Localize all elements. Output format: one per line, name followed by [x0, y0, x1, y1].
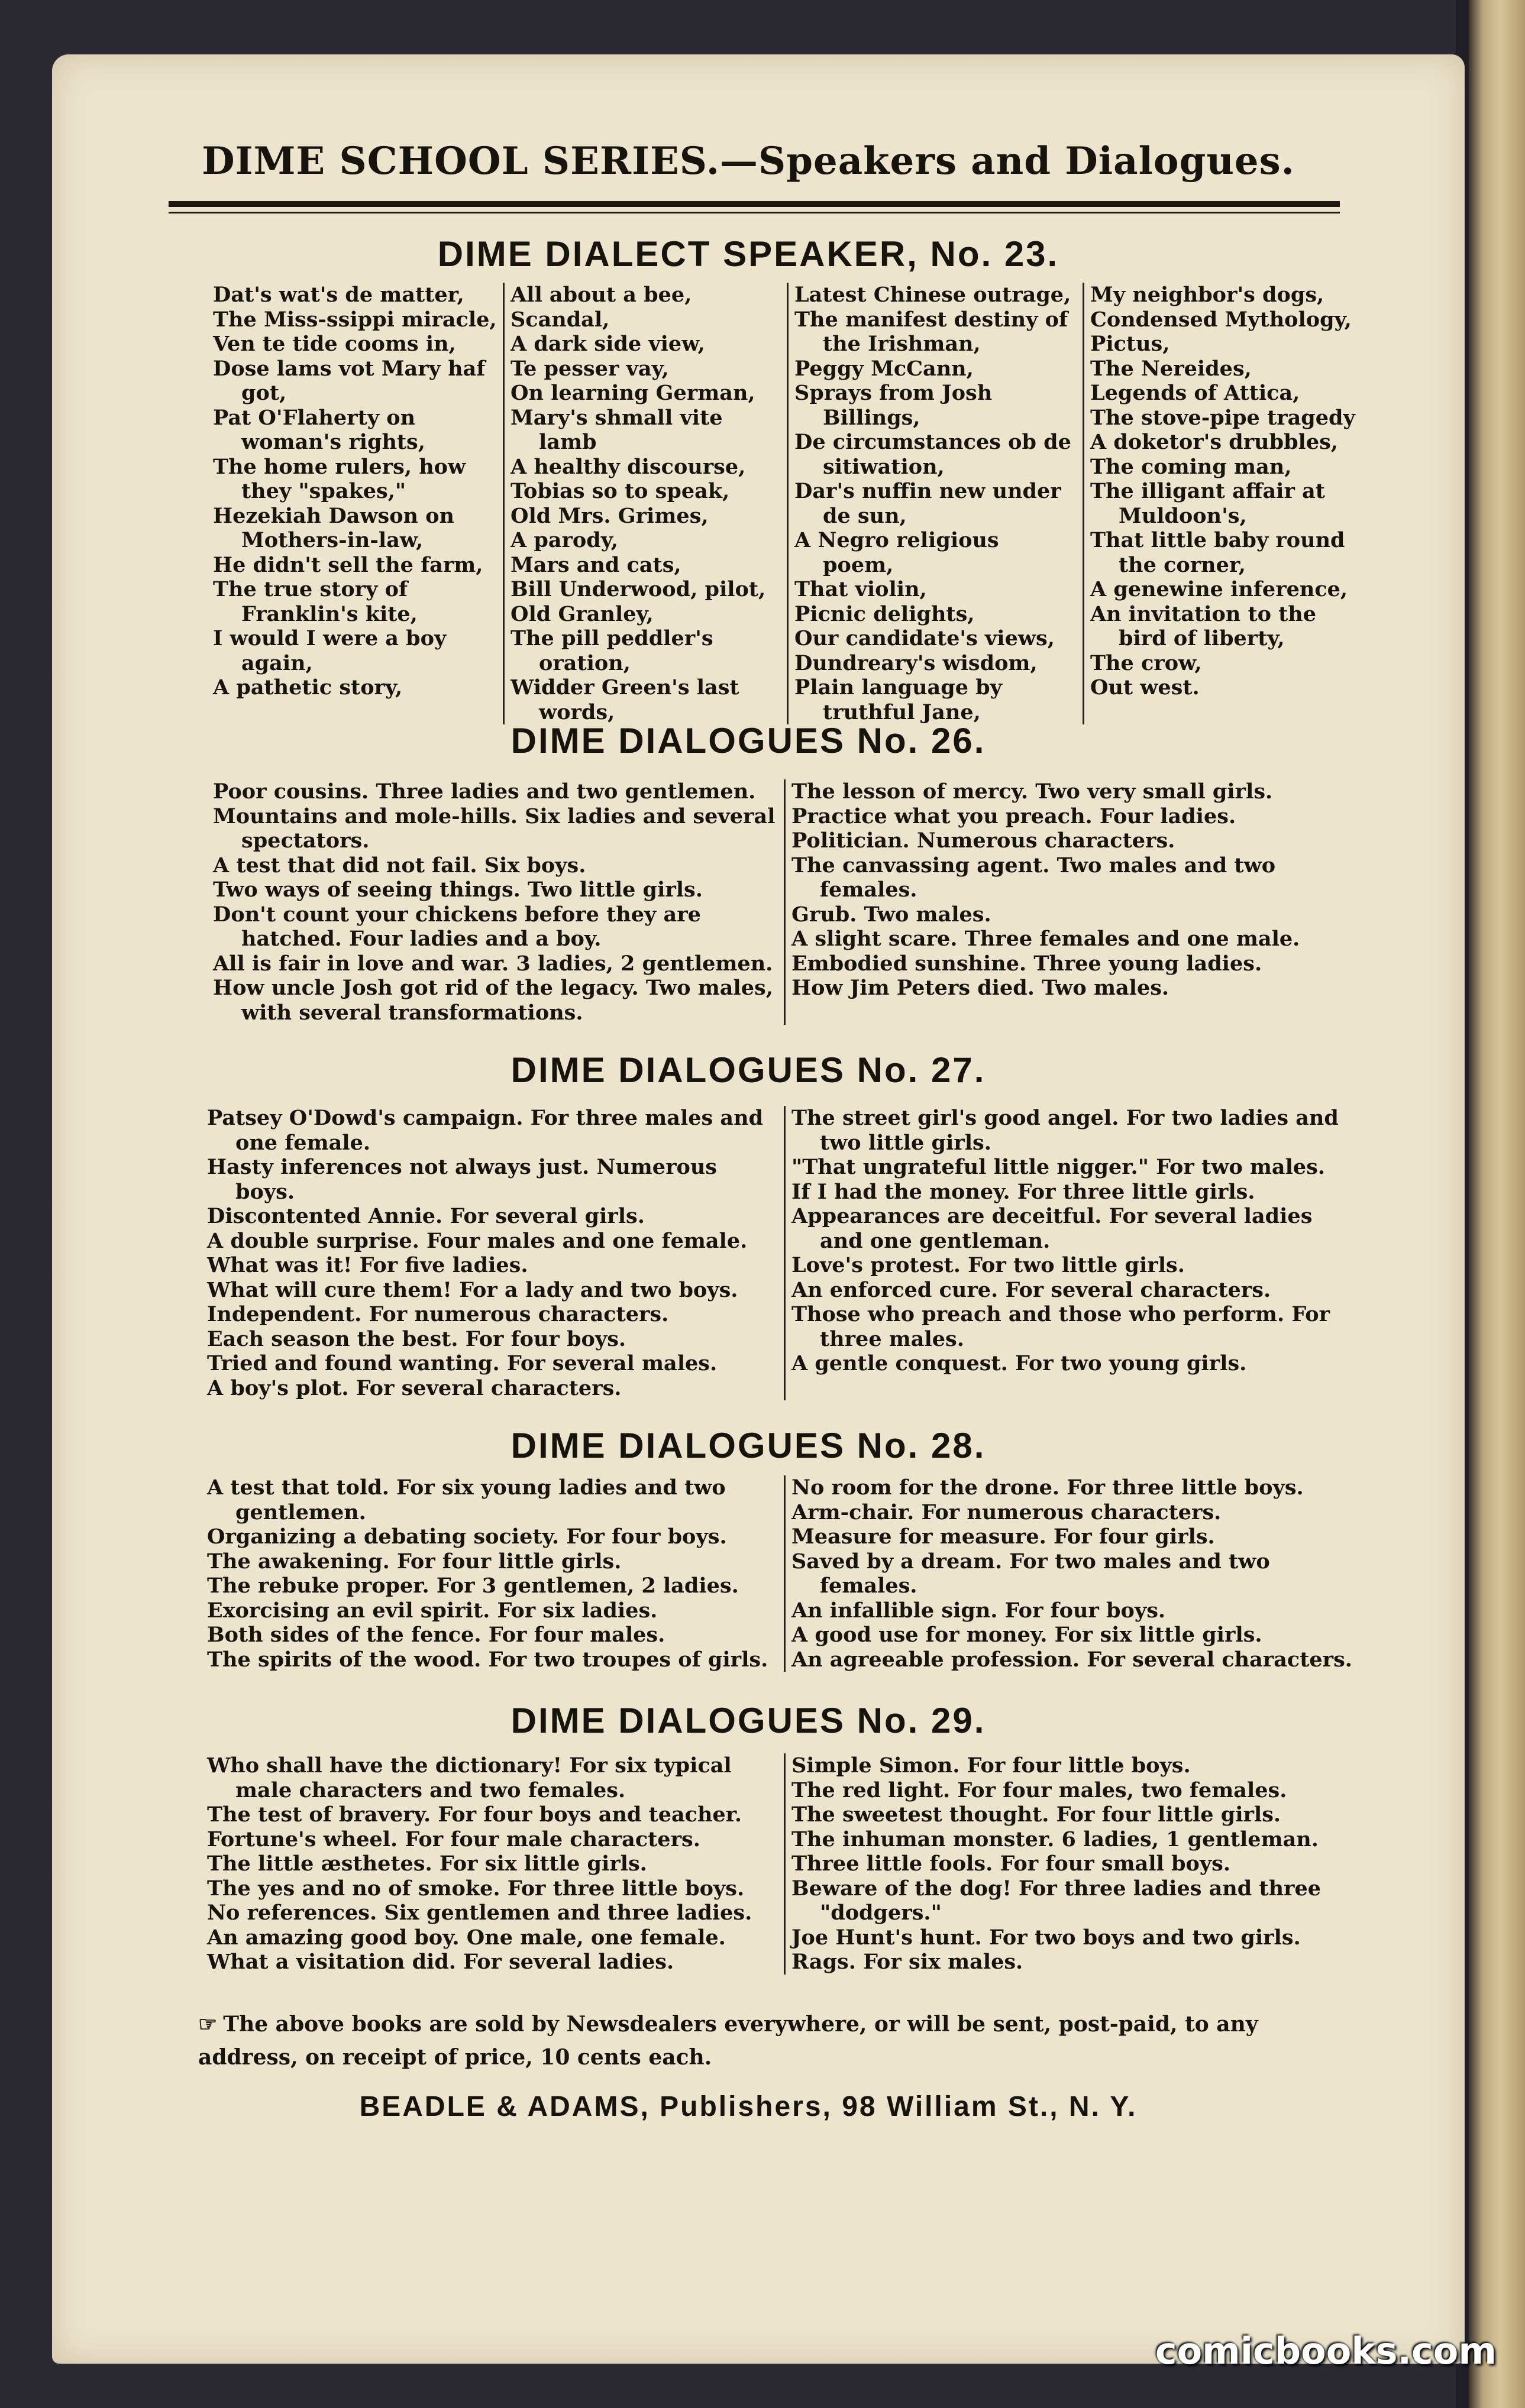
- list-item: An enforced cure. For several characters.: [791, 1277, 1271, 1302]
- list-item: My neighbor's dogs,: [1090, 283, 1324, 307]
- list-item: The sweetest thought. For four little girls.: [791, 1802, 1281, 1827]
- list-item: A parody,: [511, 528, 618, 552]
- list-item: Tried and found wanting. For several males.: [207, 1351, 718, 1375]
- dialogues-29-col-2: [784, 1753, 1366, 1975]
- list-item: The manifest destiny of the Irishman,: [794, 307, 1068, 356]
- list-item: He didn't sell the farm,: [213, 552, 483, 577]
- dialogues-27-col-2: [784, 1106, 1366, 1400]
- list-item: Latest Chinese outrage,: [794, 283, 1071, 307]
- list-item: Sprays from Josh Billings,: [794, 381, 993, 430]
- dialogues-26-col-1: [207, 779, 784, 1025]
- list-item: Dat's wat's de matter,: [213, 283, 464, 307]
- list-item: The Nereides,: [1090, 356, 1252, 381]
- list-item: Te pesser vay,: [511, 356, 669, 381]
- list-item: The pill peddler's oration,: [511, 626, 713, 675]
- dialogues-26-col-2: [784, 779, 1366, 1025]
- speaker-23-col-4: [1083, 283, 1366, 724]
- series-header: DIME SCHOOL SERIES.—Speakers and Dialogues.: [202, 139, 1295, 183]
- list-item: Fortune's wheel. For four male characters.: [207, 1827, 700, 1852]
- list-item: Condensed Mythology,: [1090, 307, 1352, 332]
- list-item: Politician. Numerous characters.: [791, 828, 1175, 853]
- section-title-dialogues-29: DIME DIALOGUES No. 29.: [511, 1701, 986, 1740]
- list-item: Independent. For numerous characters.: [207, 1302, 669, 1326]
- list-item: An invitation to the bird of liberty,: [1090, 601, 1317, 650]
- list-item: A doketor's drubbles,: [1090, 430, 1338, 454]
- list-item: The yes and no of smoke. For three little boys.: [207, 1876, 745, 1901]
- dialogues-28-columns: [201, 1475, 1366, 1672]
- list-item: The true story of Franklin's kite,: [213, 577, 418, 626]
- sales-notice: [198, 2008, 1358, 2074]
- list-item: The coming man,: [1090, 454, 1292, 479]
- list-item: I would I were a boy again,: [213, 626, 447, 675]
- list-item: A gentle conquest. For two young girls.: [791, 1351, 1247, 1375]
- list-item: How Jim Peters died. Two males.: [791, 976, 1169, 1000]
- speaker-23-columns: [207, 283, 1366, 724]
- list-item: Ven te tide cooms in,: [213, 332, 456, 356]
- speaker-23-col-1: [207, 283, 503, 724]
- list-item: Dose lams vot Mary haf got,: [213, 356, 486, 405]
- list-item: The little æsthetes. For six little girls.: [207, 1852, 647, 1876]
- list-item: The red light. For four males, two females.: [791, 1778, 1287, 1802]
- speaker-23-col-2: [503, 283, 787, 724]
- list-item: An infallible sign. For four boys.: [791, 1598, 1166, 1623]
- list-item: What a visitation did. For several ladies.: [207, 1950, 674, 1974]
- list-item: A healthy discourse,: [511, 454, 746, 479]
- header-rule: [169, 201, 1340, 207]
- dialogues-28-col-2: [784, 1475, 1366, 1672]
- list-item: Legends of Attica,: [1090, 381, 1300, 405]
- list-item: Bill Underwood, pilot,: [511, 577, 766, 601]
- list-item: A genewine inference,: [1090, 577, 1348, 601]
- list-item: An amazing good boy. One male, one female.: [207, 1925, 726, 1950]
- list-item: Saved by a dream. For two males and two females.: [791, 1549, 1270, 1598]
- section-title-dialogues-27: DIME DIALOGUES No. 27.: [511, 1050, 986, 1090]
- list-item: Those who preach and those who perform. For three males.: [791, 1302, 1330, 1351]
- list-item: Pat O'Flaherty on woman's rights,: [213, 405, 425, 454]
- list-item: A Negro religious poem,: [794, 528, 999, 577]
- list-item: The inhuman monster. 6 ladies, 1 gentleman.: [791, 1827, 1319, 1852]
- watermark: comicbooks.com: [1155, 2329, 1497, 2373]
- sales-notice-text: The above books are sold by Newsdealers everywhere, or will be sent, post-paid, to any address, on receipt of price, 10 cents each.: [198, 2012, 1258, 2070]
- list-item: Don't count your chickens before they are hatched. Four ladies and a boy.: [213, 902, 701, 951]
- list-item: Hezekiah Dawson on Mothers-in-law,: [213, 503, 454, 552]
- list-item: Exorcising an evil spirit. For six ladies.: [207, 1598, 658, 1623]
- list-item: A test that told. For six young ladies and two gentlemen.: [207, 1475, 726, 1525]
- list-item: De circumstances ob de sitiwation,: [794, 430, 1071, 479]
- list-item: The crow,: [1090, 650, 1202, 675]
- list-item: The stove-pipe tragedy: [1090, 405, 1355, 430]
- list-item: All is fair in love and war. 3 ladies, 2 gentlemen.: [213, 951, 773, 976]
- list-item: Picnic delights,: [794, 601, 975, 626]
- list-item: A dark side view,: [511, 332, 705, 356]
- list-item: Who shall have the dictionary! For six typical male characters and two females.: [207, 1753, 732, 1802]
- list-item: Love's protest. For two little girls.: [791, 1253, 1185, 1277]
- list-item: Appearances are deceitful. For several ladies and one gentleman.: [791, 1204, 1313, 1253]
- list-item: What will cure them! For a lady and two boys.: [207, 1277, 738, 1302]
- list-item: The canvassing agent. Two males and two females.: [791, 853, 1276, 902]
- list-item: The home rulers, how they "spakes,": [213, 454, 466, 503]
- list-item: Arm-chair. For numerous characters.: [791, 1500, 1222, 1525]
- list-item: Embodied sunshine. Three young ladies.: [791, 951, 1262, 976]
- list-item: Out west.: [1090, 675, 1200, 700]
- list-item: Plain language by truthful Jane,: [794, 675, 1002, 724]
- list-item: Hasty inferences not always just. Numerous boys.: [207, 1155, 718, 1204]
- list-item: Practice what you preach. Four ladies.: [791, 804, 1236, 828]
- publisher-line: BEADLE & ADAMS, Publishers, 98 William St., N. Y.: [359, 2091, 1138, 2122]
- list-item: Scandal,: [511, 307, 610, 332]
- list-item: A slight scare. Three females and one male.: [791, 927, 1300, 951]
- list-item: Peggy McCann,: [794, 356, 974, 381]
- list-item: A pathetic story,: [213, 675, 403, 700]
- list-item: Discontented Annie. For several girls.: [207, 1204, 645, 1228]
- pointing-hand-icon: ☞: [198, 2012, 218, 2037]
- list-item: Three little fools. For four small boys.: [791, 1852, 1231, 1876]
- list-item: Measure for measure. For four girls.: [791, 1525, 1215, 1549]
- list-item: No references. Six gentlemen and three ladies.: [207, 1901, 752, 1925]
- list-item: "That ungrateful little nigger." For two males.: [791, 1155, 1326, 1179]
- list-item: Pictus,: [1090, 332, 1170, 356]
- list-item: Widder Green's last words,: [511, 675, 739, 724]
- list-item: That violin,: [794, 577, 927, 601]
- list-item: On learning German,: [511, 381, 755, 405]
- header-rule-thin: [169, 212, 1340, 213]
- list-item: Mars and cats,: [511, 552, 681, 577]
- list-item: Dar's nuffin new under de sun,: [794, 479, 1061, 528]
- list-item: Mountains and mole-hills. Six ladies and several spectators.: [213, 804, 776, 853]
- list-item: What was it! For five ladies.: [207, 1253, 528, 1277]
- dialogues-27-col-1: [201, 1106, 784, 1400]
- list-item: Each season the best. For four boys.: [207, 1326, 626, 1351]
- list-item: Organizing a debating society. For four boys.: [207, 1525, 727, 1549]
- list-item: A good use for money. For six little girls.: [791, 1623, 1262, 1647]
- list-item: The awakening. For four little girls.: [207, 1549, 622, 1574]
- list-item: The test of bravery. For four boys and teacher.: [207, 1802, 742, 1827]
- list-item: The spirits of the wood. For two troupes of girls.: [207, 1647, 768, 1672]
- list-item: Rags. For six males.: [791, 1950, 1023, 1974]
- list-item: Mary's shmall vite lamb: [511, 405, 723, 454]
- dialogues-28-col-1: [201, 1475, 784, 1672]
- list-item: A double surprise. Four males and one female.: [207, 1228, 748, 1253]
- list-item: Both sides of the fence. For four males.: [207, 1623, 665, 1647]
- list-item: Tobias so to speak,: [511, 479, 730, 503]
- list-item: The illigant affair at Muldoon's,: [1090, 479, 1325, 528]
- dialogues-29-col-1: [201, 1753, 784, 1975]
- list-item: The Miss-ssippi miracle,: [213, 307, 497, 332]
- list-item: If I had the money. For three little girls.: [791, 1179, 1255, 1204]
- dialogues-27-columns: [201, 1106, 1366, 1400]
- speaker-23-col-3: [787, 283, 1083, 724]
- list-item: Old Mrs. Grimes,: [511, 503, 709, 528]
- list-item: An agreeable profession. For several characters.: [791, 1647, 1352, 1672]
- list-item: Beware of the dog! For three ladies and three "dodgers.": [791, 1876, 1321, 1925]
- section-title-speaker-23: DIME DIALECT SPEAKER, No. 23.: [437, 234, 1059, 274]
- list-item: A test that did not fail. Six boys.: [213, 853, 586, 878]
- dialogues-26-columns: [207, 779, 1366, 1025]
- dialogues-29-columns: [201, 1753, 1366, 1975]
- list-item: Our candidate's views,: [794, 626, 1055, 650]
- list-item: No room for the drone. For three little boys.: [791, 1475, 1304, 1500]
- list-item: The rebuke proper. For 3 gentlemen, 2 ladies.: [207, 1574, 739, 1598]
- list-item: All about a bee,: [511, 283, 692, 307]
- next-page-edge: [1469, 0, 1525, 2408]
- list-item: Simple Simon. For four little boys.: [791, 1753, 1191, 1778]
- list-item: Old Granley,: [511, 601, 654, 626]
- list-item: The street girl's good angel. For two ladies and two little girls.: [791, 1106, 1339, 1155]
- list-item: Joe Hunt's hunt. For two boys and two girls.: [791, 1925, 1301, 1950]
- list-item: How uncle Josh got rid of the legacy. Two males, with several transformations.: [213, 976, 773, 1025]
- list-item: The lesson of mercy. Two very small girls.: [791, 779, 1273, 804]
- list-item: Two ways of seeing things. Two little girls.: [213, 878, 703, 902]
- list-item: A boy's plot. For several characters.: [207, 1375, 622, 1400]
- list-item: Patsey O'Dowd's campaign. For three males and one female.: [207, 1106, 764, 1155]
- section-title-dialogues-28: DIME DIALOGUES No. 28.: [511, 1426, 986, 1465]
- list-item: Grub. Two males.: [791, 902, 991, 927]
- list-item: That little baby round the corner,: [1090, 528, 1345, 577]
- section-title-dialogues-26: DIME DIALOGUES No. 26.: [511, 721, 986, 760]
- list-item: Dundreary's wisdom,: [794, 650, 1038, 675]
- list-item: Poor cousins. Three ladies and two gentlemen.: [213, 779, 756, 804]
